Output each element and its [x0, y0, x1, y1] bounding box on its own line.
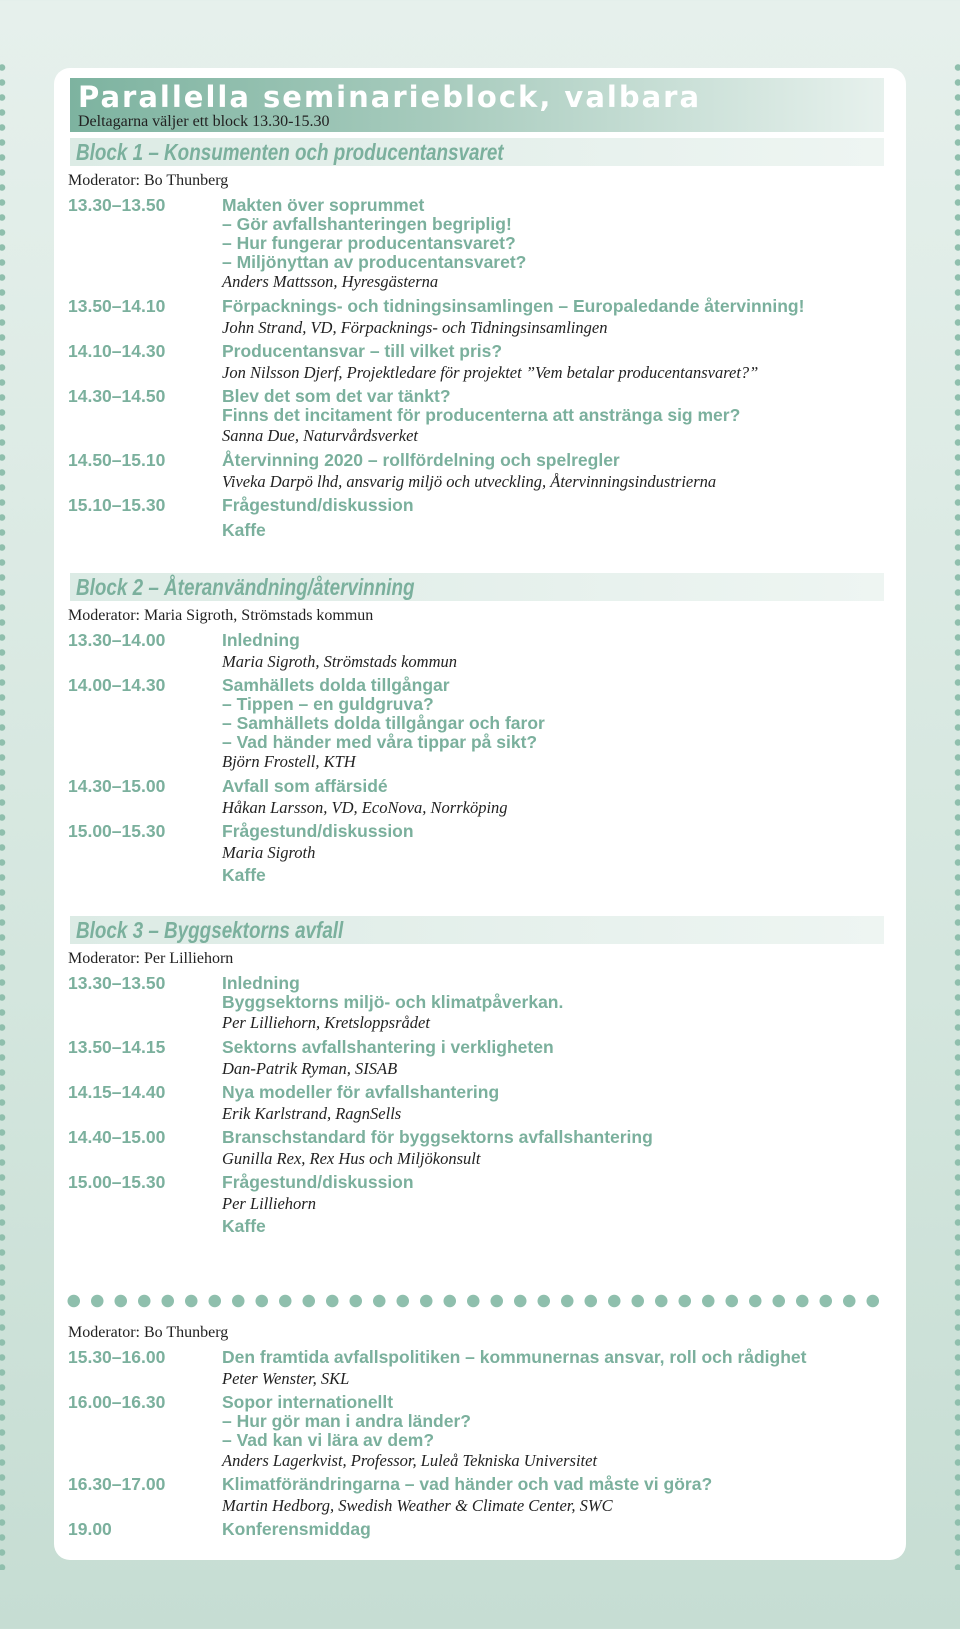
- program-card: [54, 68, 906, 1560]
- block3-title: Block 3 – Byggsektorns avfall: [76, 917, 344, 943]
- session-subpoint: – Hur fungerar producentansvaret?: [222, 233, 516, 253]
- session-time: 14.10–14.30: [68, 341, 166, 361]
- session-title: Återvinning 2020 – rollfördelning och spelregler: [222, 450, 620, 470]
- session-subpoint: – Gör avfallshanteringen begriplig!: [222, 214, 512, 234]
- plenary-moderator: Moderator: Bo Thunberg: [68, 1324, 229, 1341]
- coffee-break: Kaffe: [222, 1216, 266, 1236]
- session-title-line: Byggsektorns miljö- och klimatpåverkan.: [222, 992, 564, 1012]
- session-time: 16.30–17.00: [68, 1474, 166, 1494]
- session-subpoint: – Hur gör man i andra länder?: [222, 1411, 471, 1431]
- dotted-edge-left: [0, 60, 6, 1570]
- page-title: Parallella seminarieblock, valbara: [78, 80, 702, 114]
- session-speaker: Maria Sigroth: [222, 843, 316, 862]
- session-title: Producentansvar – till vilket pris?: [222, 341, 503, 361]
- session-title: Sektorns avfallshantering i verkligheten: [222, 1037, 554, 1057]
- session-time: 14.50–15.10: [68, 450, 166, 470]
- session-title: Klimatförändringarna – vad händer och vad måste vi göra?: [222, 1474, 713, 1494]
- block1-header: [70, 138, 884, 166]
- dotted-edge-right: [954, 60, 960, 1570]
- session-speaker: Björn Frostell, KTH: [222, 752, 356, 771]
- coffee-break: Kaffe: [222, 865, 266, 885]
- session-title: Inledning: [222, 630, 300, 650]
- session-time: 13.50–14.15: [68, 1037, 166, 1057]
- session-title: Frågestund/diskussion: [222, 821, 414, 841]
- block1-title: Block 1 – Konsumenten och producentansvaret: [76, 139, 504, 165]
- session-time: 14.00–14.30: [68, 675, 166, 695]
- session-speaker: Maria Sigroth, Strömstads kommun: [222, 652, 457, 671]
- session-time: 14.30–15.00: [68, 776, 166, 796]
- session-title: Inledning: [222, 973, 300, 993]
- session-time: 15.30–16.00: [68, 1347, 166, 1367]
- session-time: 15.00–15.30: [68, 1172, 166, 1192]
- session-speaker: Per Lilliehorn, Kretsloppsrådet: [222, 1013, 430, 1032]
- session-time: 16.00–16.30: [68, 1392, 166, 1412]
- session-speaker: Håkan Larsson, VD, EcoNova, Norrköping: [222, 798, 508, 817]
- session-title: Avfall som affärsidé: [222, 776, 388, 796]
- session-speaker: Erik Karlstrand, RagnSells: [222, 1104, 402, 1123]
- session-subpoint: – Vad kan vi lära av dem?: [222, 1430, 435, 1450]
- session-time: 14.15–14.40: [68, 1082, 166, 1102]
- session-title: Nya modeller för avfallshantering: [222, 1082, 500, 1102]
- session-time: 13.30–14.00: [68, 630, 166, 650]
- session-subpoint: – Tippen – en guldgruva?: [222, 694, 434, 714]
- session-speaker: Viveka Darpö lhd, ansvarig miljö och utveckling, Återvinningsindustrierna: [222, 472, 717, 491]
- session-title-line: Finns det incitament för producenterna att anstränga sig mer?: [222, 405, 741, 425]
- session-time: 14.40–15.00: [68, 1127, 166, 1147]
- block1-moderator: Moderator: Bo Thunberg: [68, 172, 229, 189]
- block3-header: [70, 916, 884, 944]
- session-title: Frågestund/diskussion: [222, 495, 414, 515]
- session-speaker: Gunilla Rex, Rex Hus och Miljökonsult: [222, 1149, 481, 1168]
- block2-moderator: Moderator: Maria Sigroth, Strömstads kommun: [68, 607, 374, 624]
- session-time: 15.00–15.30: [68, 821, 166, 841]
- dotted-divider: [62, 1294, 882, 1308]
- session-time: 13.30–13.50: [68, 973, 166, 993]
- session-speaker: Per Lilliehorn: [222, 1194, 316, 1213]
- session-title: Konferensmiddag: [222, 1519, 371, 1539]
- session-time: 15.10–15.30: [68, 495, 166, 515]
- session-speaker: John Strand, VD, Förpacknings- och Tidningsinsamlingen: [222, 318, 608, 337]
- session-subpoint: – Miljönyttan av producentansvaret?: [222, 252, 527, 272]
- block2-title: Block 2 – Återanvändning/återvinning: [76, 574, 415, 600]
- session-speaker: Peter Wenster, SKL: [222, 1369, 350, 1388]
- session-title: Frågestund/diskussion: [222, 1172, 414, 1192]
- block2-header: [70, 573, 884, 601]
- session-subpoint: – Samhällets dolda tillgångar och faror: [222, 713, 545, 733]
- session-title: Den framtida avfallspolitiken – kommunernas ansvar, roll och rådighet: [222, 1347, 807, 1367]
- session-speaker: Anders Mattsson, Hyresgästerna: [222, 272, 439, 291]
- session-speaker: Dan-Patrik Ryman, SISAB: [222, 1059, 398, 1078]
- session-time: 19.00: [68, 1519, 112, 1539]
- session-title: Förpacknings- och tidningsinsamlingen – Europaledande återvinning!: [222, 296, 805, 316]
- session-speaker: Martin Hedborg, Swedish Weather & Climate Center, SWC: [222, 1496, 613, 1515]
- block3-moderator: Moderator: Per Lilliehorn: [68, 950, 234, 967]
- session-title: Samhällets dolda tillgångar: [222, 675, 450, 695]
- session-time: 13.50–14.10: [68, 296, 166, 316]
- session-title: Sopor internationellt: [222, 1392, 394, 1412]
- session-speaker: Sanna Due, Naturvårdsverket: [222, 426, 418, 445]
- coffee-break: Kaffe: [222, 520, 266, 540]
- session-time: 13.30–13.50: [68, 195, 166, 215]
- session-speaker: Jon Nilsson Djerf, Projektledare för projektet ”Vem betalar producentansvaret?”: [222, 363, 759, 382]
- page-header: [70, 78, 884, 132]
- session-title: Blev det som det var tänkt?: [222, 386, 451, 406]
- session-speaker: Anders Lagerkvist, Professor, Luleå Tekniska Universitet: [222, 1451, 598, 1470]
- page-subtitle: Deltagarna väljer ett block 13.30-15.30: [78, 113, 330, 130]
- session-title: Branschstandard för byggsektorns avfallshantering: [222, 1127, 653, 1147]
- session-subpoint: – Vad händer med våra tippar på sikt?: [222, 732, 538, 752]
- session-title: Makten över soprummet: [222, 195, 425, 215]
- session-time: 14.30–14.50: [68, 386, 166, 406]
